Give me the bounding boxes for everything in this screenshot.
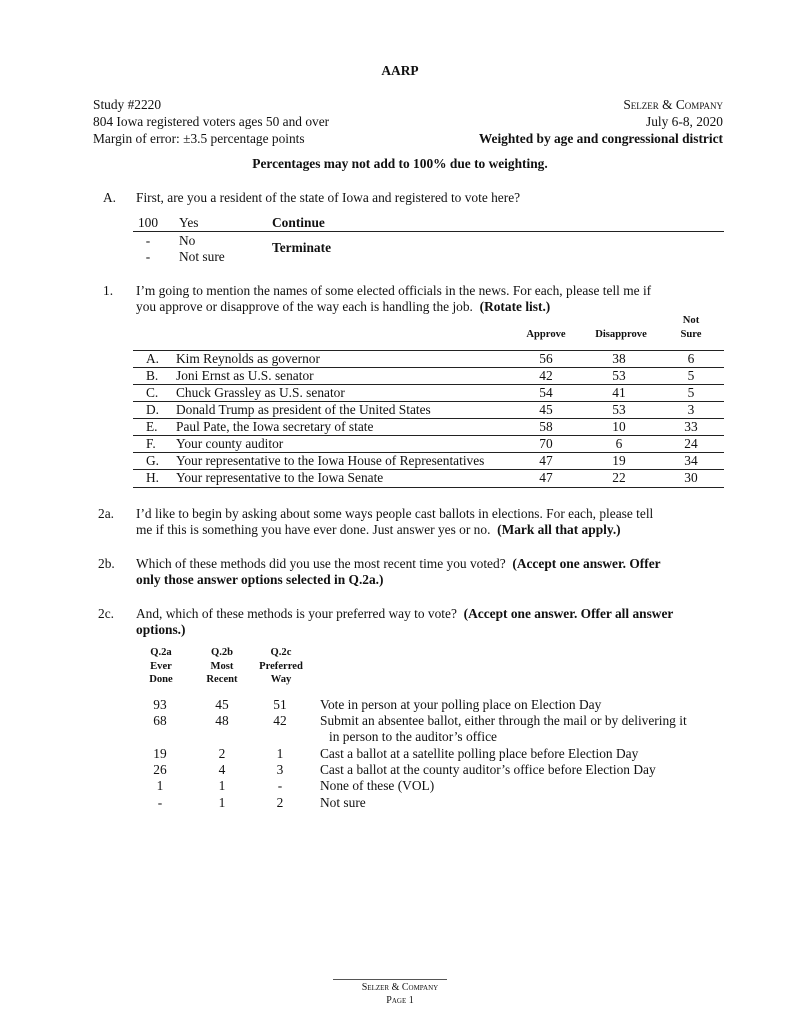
not-sure-value: 33 (684, 419, 698, 434)
question-2a-number: 2a. (98, 506, 114, 521)
disapprove-value: 53 (612, 368, 626, 383)
question-2a-text-line1: I’d like to begin by asking about some ways people cast ballots in elections. For each, please tell (136, 506, 654, 521)
col-not: Not (682, 315, 700, 326)
header-line: Preferred (259, 660, 303, 672)
approve-value: 56 (539, 351, 553, 366)
question-a-number: A. (103, 190, 117, 205)
table-row (133, 469, 724, 488)
table-row (133, 367, 724, 385)
row-label: Paul Pate, the Iowa secretary of state (176, 419, 374, 434)
disapprove-value: 6 (615, 436, 623, 451)
table-row (133, 384, 724, 402)
row-label: Submit an absentee ballot, either through the mail or by delivering it (320, 713, 687, 728)
most-recent-value: 1 (218, 795, 226, 810)
header-line: Most (210, 660, 234, 672)
header-line: Done (149, 674, 173, 685)
ever-done-value: 26 (153, 762, 167, 777)
company-name: Selzer & Company (623, 97, 723, 112)
disapprove-value: 41 (612, 385, 626, 400)
header-line: Q.2b (210, 647, 234, 658)
question-1-text-line2: you approve or disapprove of the way each is handling the job. (Rotate list.) (136, 299, 551, 314)
disapprove-value: 53 (612, 402, 626, 417)
answer-value: - (145, 249, 151, 264)
question-2b-number: 2b. (98, 556, 115, 571)
header-line: Q.2c (270, 647, 292, 658)
row-letter: D. (146, 402, 160, 417)
row-label: Donald Trump as president of the United States (176, 402, 431, 417)
row-label: Cast a ballot at the county auditor’s office before Election Day (320, 762, 656, 777)
answer-action: Continue (272, 215, 325, 230)
preferred-value: 51 (273, 697, 287, 712)
document-title: AARP (381, 63, 419, 78)
header-line: Way (270, 674, 292, 685)
table-row (133, 435, 724, 453)
answer-label: Not sure (179, 249, 225, 264)
answer-label: Yes (179, 215, 199, 230)
approve-value: 58 (539, 419, 553, 434)
col-disapprove: Disapprove (595, 329, 647, 340)
col-q2a-header (131, 646, 191, 687)
table-rule (133, 231, 724, 232)
question-2c-instruction: (Accept one answer. Offer all answer (463, 606, 674, 621)
question-1-number: 1. (103, 283, 114, 298)
most-recent-value: 1 (218, 778, 226, 793)
disapprove-value: 10 (612, 419, 626, 434)
question-1-instruction: (Rotate list.) (479, 299, 551, 314)
row-letter: A. (146, 351, 160, 366)
row-label: Your county auditor (176, 436, 284, 451)
footer-divider (333, 979, 447, 980)
question-2c-number: 2c. (98, 606, 114, 621)
most-recent-value: 45 (215, 697, 229, 712)
row-letter: B. (146, 368, 159, 383)
most-recent-value: 48 (215, 713, 229, 728)
most-recent-value: 2 (218, 746, 226, 761)
answer-value: 100 (137, 215, 159, 230)
question-2b-instruction: (Accept one answer. Offer (512, 556, 661, 571)
ever-done-value: - (157, 795, 163, 810)
weighting-note: Weighted by age and congressional district (478, 131, 723, 146)
question-a-text: First, are you a resident of the state of Iowa and registered to vote here? (136, 190, 521, 205)
not-sure-value: 5 (687, 385, 695, 400)
preferred-value: 2 (276, 795, 284, 810)
not-sure-value: 3 (687, 402, 695, 417)
not-sure-value: 24 (684, 436, 698, 451)
row-label: Joni Ernst as U.S. senator (176, 368, 314, 383)
preferred-value: 1 (276, 746, 284, 761)
approve-value: 47 (539, 453, 553, 468)
answer-label: No (179, 233, 196, 248)
table-row (133, 350, 724, 368)
question-2c-instruction-line2: options.) (136, 622, 186, 637)
survey-dates: July 6-8, 2020 (646, 114, 723, 129)
ever-done-value: 19 (153, 746, 167, 761)
row-label: Not sure (320, 795, 366, 810)
question-2a-text-line2: me if this is something you have ever done. Just answer yes or no. (Mark all that apply.) (136, 522, 621, 537)
col-approve: Approve (526, 329, 566, 340)
question-2c-text: And, which of these methods is your preferred way to vote? (Accept one answer. Offer all answer (136, 606, 674, 621)
ever-done-value: 1 (156, 778, 164, 793)
most-recent-value: 4 (218, 762, 226, 777)
not-sure-value: 30 (684, 470, 698, 485)
row-label: Cast a ballot at a satellite polling place before Election Day (320, 746, 639, 761)
not-sure-value: 6 (687, 351, 695, 366)
header-line: Recent (206, 674, 238, 685)
not-sure-value: 34 (684, 453, 698, 468)
ever-done-value: 68 (153, 713, 167, 728)
preferred-value: 42 (273, 713, 287, 728)
question-2a-instruction: (Mark all that apply.) (497, 522, 621, 537)
footer-page-number: Page 1 (386, 995, 414, 1006)
sample-description: 804 Iowa registered voters ages 50 and over (93, 114, 330, 129)
row-label: None of these (VOL) (320, 778, 435, 793)
row-letter: H. (146, 470, 160, 485)
row-label-continued: in person to the auditor’s office (329, 729, 497, 744)
row-label: Kim Reynolds as governor (176, 351, 320, 366)
row-letter: E. (146, 419, 158, 434)
header-line: Q.2a (150, 647, 172, 658)
approve-value: 54 (539, 385, 553, 400)
table-row (133, 418, 724, 436)
row-letter: G. (146, 453, 160, 468)
footer-company: Selzer & Company (361, 982, 439, 993)
study-number: Study #2220 (93, 97, 162, 112)
disapprove-value: 22 (612, 470, 626, 485)
approve-value: 47 (539, 470, 553, 485)
preferred-value: 3 (276, 762, 284, 777)
weighting-disclaimer: Percentages may not add to 100% due to weighting. (252, 156, 548, 171)
col-q2c-header (251, 646, 311, 687)
row-label: Vote in person at your polling place on Election Day (320, 697, 602, 712)
header-line: Ever (150, 660, 172, 672)
question-2b-instruction-line2: only those answer options selected in Q.2a.) (136, 572, 384, 587)
approve-value: 42 (539, 368, 553, 383)
disapprove-value: 38 (612, 351, 626, 366)
not-sure-value: 5 (687, 368, 695, 383)
table-row (133, 401, 724, 419)
row-label: Your representative to the Iowa Senate (176, 470, 384, 485)
disapprove-value: 19 (612, 453, 626, 468)
answer-value: - (145, 233, 151, 248)
col-q2b-header (192, 646, 252, 687)
ever-done-value: 93 (153, 697, 167, 712)
preferred-value: - (277, 778, 283, 793)
margin-of-error: Margin of error: ±3.5 percentage points (93, 131, 305, 146)
approve-value: 45 (539, 402, 553, 417)
row-letter: C. (146, 385, 159, 400)
answer-action: Terminate (272, 240, 332, 255)
col-sure: Sure (680, 329, 702, 340)
table-row (133, 452, 724, 470)
row-label: Your representative to the Iowa House of Representatives (176, 453, 485, 468)
question-2b-text: Which of these methods did you use the most recent time you voted? (Accept one answer. Offer (136, 556, 661, 571)
approve-value: 70 (539, 436, 553, 451)
question-1-text-line1: I’m going to mention the names of some elected officials in the news. For each, please tell me if (136, 283, 652, 298)
row-letter: F. (146, 436, 156, 451)
row-label: Chuck Grassley as U.S. senator (176, 385, 345, 400)
